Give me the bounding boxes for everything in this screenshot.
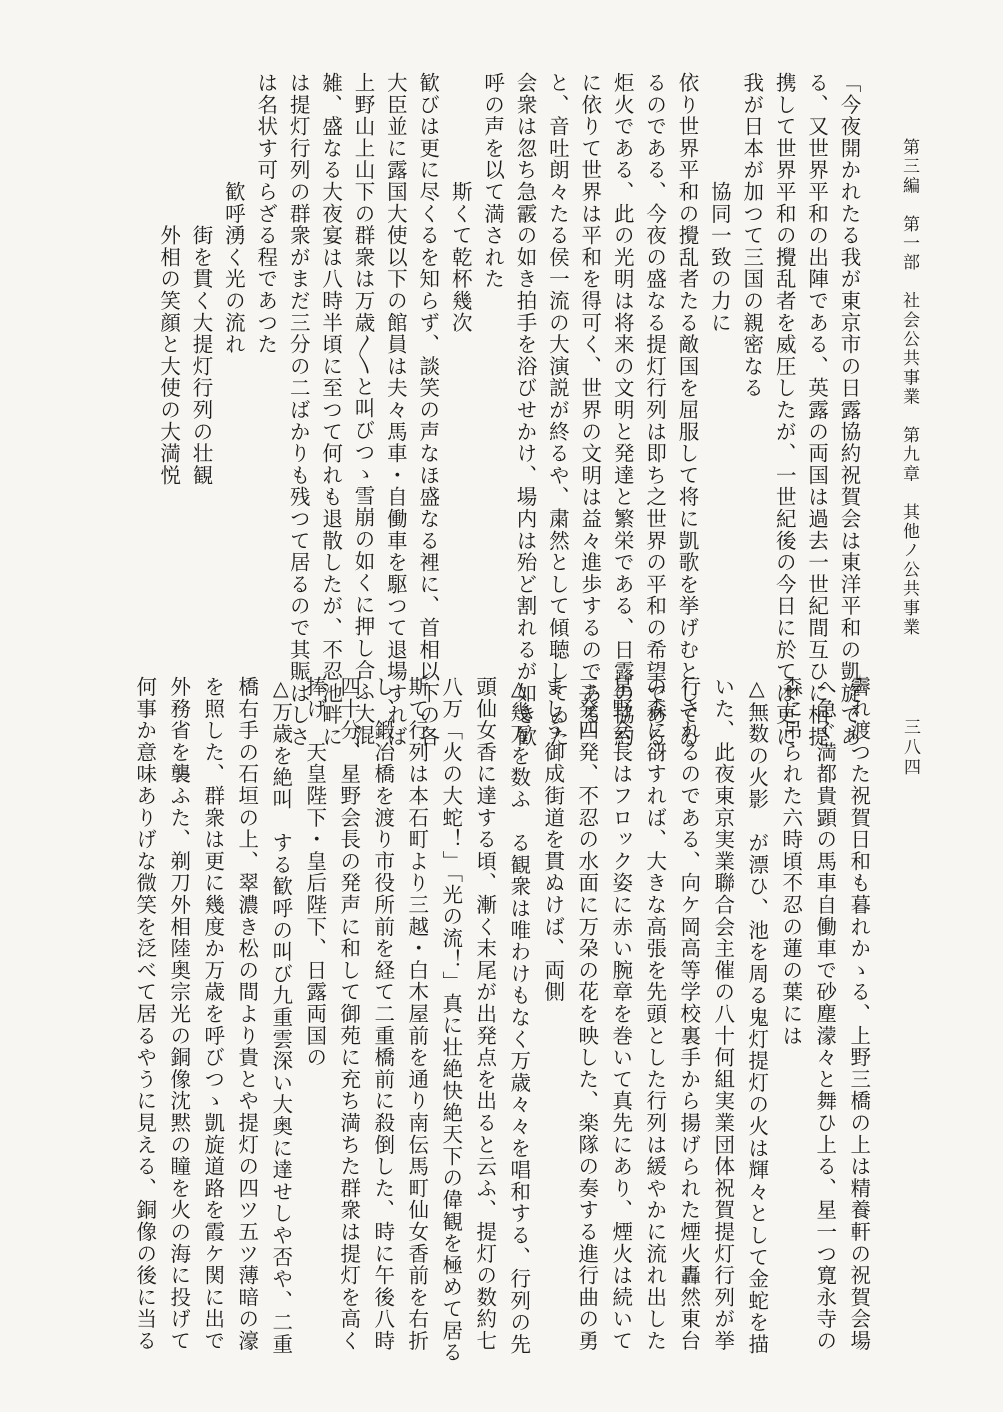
text-line: 上野山上山下の群衆は万歳〳〵と叫びつゝ雪崩の如くに押し合ふ大混 [351,72,375,747]
subheading: 外相の笑顔と大使の大満悦 [156,72,181,487]
text-line: と、音吐朗々たる侯一流の大演説が終るや、粛然として傾聴してゐた [545,72,570,748]
text-line: へ急ぐ満都貴顕の馬車自働車で砂塵濛々と舞ひ上る、星一つ寛永寺の [812,676,837,1352]
text-line: 炬火である、此の光明は将来の文明と発達と繁栄である、日露の協約 [610,72,635,748]
text-line: る、又世界平和の出陣である、英露の両国は過去一世紀間互ひに相提 [804,72,829,748]
text-line: △幾万を数ふ る観衆は唯わけもなく万歳々々を唱和する、行列の先 [506,676,531,1356]
text-line: に依りて世界は平和を得可く、世界の文明は益々進歩するのである」 [577,72,602,748]
text-line: 頭仙女香に達する頃、漸く末尾が出発点を出ると云ふ、提灯の数約七 [472,676,497,1352]
text-line: 四十分、星野会長の発声に和して御苑に充ち満ちた群衆は提灯を高く [336,676,361,1352]
text-line: △無数の火影 が漂ひ、池を周る鬼灯提灯の火は輝々として金蛇を描 [744,676,769,1356]
text-line: 行されるのである、向ケ岡高等学校裏手から揚げられた煙火轟然東台 [676,676,701,1352]
text-line: 星野会長はフロック姿に赤い腕章を巻いて真先にあり、煙火は続いて [608,676,633,1352]
text-line: し、鍛冶橋を渡り市役所前を経て二重橋前に殺倒した、時に午後八時 [370,676,395,1352]
text-line: 何事か意味ありげな微笑を泛べて居るやうに見える、銅像の後に当る [132,676,157,1352]
text-line: 八万「火の大蛇！」「光の流！」真に壮絶快絶天下の偉観を極めて居る [438,676,463,1364]
text-line: 歓びは更に尽くるを知らず、談笑の声なほ盛なる裡に、首相以下の各 [415,72,440,748]
text-line: は提灯行列の群衆がまだ三分の二ばかりも残つて居るので其賑はしさ [286,72,311,748]
subheading: 街を貫く大提灯行列の壮観 [189,72,213,487]
text-line: は名状す可らざる程であつた [253,72,278,356]
text-line: 外務省を襲ふた、剃刀外相陸奥宗光の銅像沈黙の瞳を火の海に投げて [166,676,191,1352]
text-line: 呼の声を以て満された [480,72,505,290]
running-title: 第三編 第一部 社会公共事業 第九章 其他ノ公共事業 [899,138,919,638]
text-line: 橋右手の石垣の上、翠濃き松の間より貴とや提灯の四ツ五ツ薄暗の濠 [234,676,259,1352]
subheading: 斯くて乾杯幾次 [448,72,473,334]
text-line: △万歳を絶叫 する歓呼の叫び九重雲深い大奥に達せしや否や、二重 [268,676,293,1356]
text-line: を照した、群衆は更に幾度か万歳を呼びつゝ凱旋道路を霞ケ関に出で [200,676,225,1352]
subheading: 協同一致の力に [707,72,732,334]
text-line: 大臣並に露国大使以下の館員は夫々馬車・自働車を駆つて退場すれば [383,72,408,748]
text-line: 森に吊られた六時頃不忍の蓮の葉には [778,676,803,1047]
text-line: 我が日本が加つて三国の親密なる [739,72,764,399]
text-line: 捧げ 天皇陛下・皇后陛下、日露両国の [302,676,327,1069]
text-line: 携して世界平和の攪乱者を威圧したが、一世紀後の今日に於ては更に [772,72,797,748]
text-line: るのである、今夜の盛なる提灯行列は即ち之世界の平和の希望である [642,72,667,748]
text-line: 会衆は忽ち急霰の如き拍手を浴びせかけ、場内は殆ど割れるが如き歓 [513,72,537,748]
text-line: 雑、盛なる大夜宴は八時半頃に至つて何れも退散したが、不忍池畔に [318,72,343,748]
text-line: 依り世界平和の攪乱者たる敵国を屈服して将に凱歌を挙げむとしてゐ [675,72,699,748]
text-line: 霽れ渡つた祝賀日和も暮れかゝる、上野三橋の上は精養軒の祝賀会場 [846,676,871,1352]
text-line: 三発四発、不忍の水面に万朶の花を映した、楽隊の奏する進行曲の勇 [574,676,599,1352]
text-line: ましう御成街道を貫ぬけば、両側 [540,676,565,1003]
text-line: いた、此夜東京実業聯合会主催の八十何組実業団体祝賀提灯行列が挙 [710,676,735,1352]
text-line: 斯て行列は本石町より三越・白木屋前を通り南伝馬町仙女香前を右折 [404,676,429,1352]
page-number: 三八四 [900,718,920,778]
text-line: の森に谺すれば、大きな高張を先頭とした行列は緩やかに流れ出した [642,676,667,1352]
subheading: 歓呼湧く光の流れ [221,72,246,356]
text-line: 「今夜開かれたる我が東京市の日露協約祝賀会は東洋平和の凱旋であ [837,72,861,748]
